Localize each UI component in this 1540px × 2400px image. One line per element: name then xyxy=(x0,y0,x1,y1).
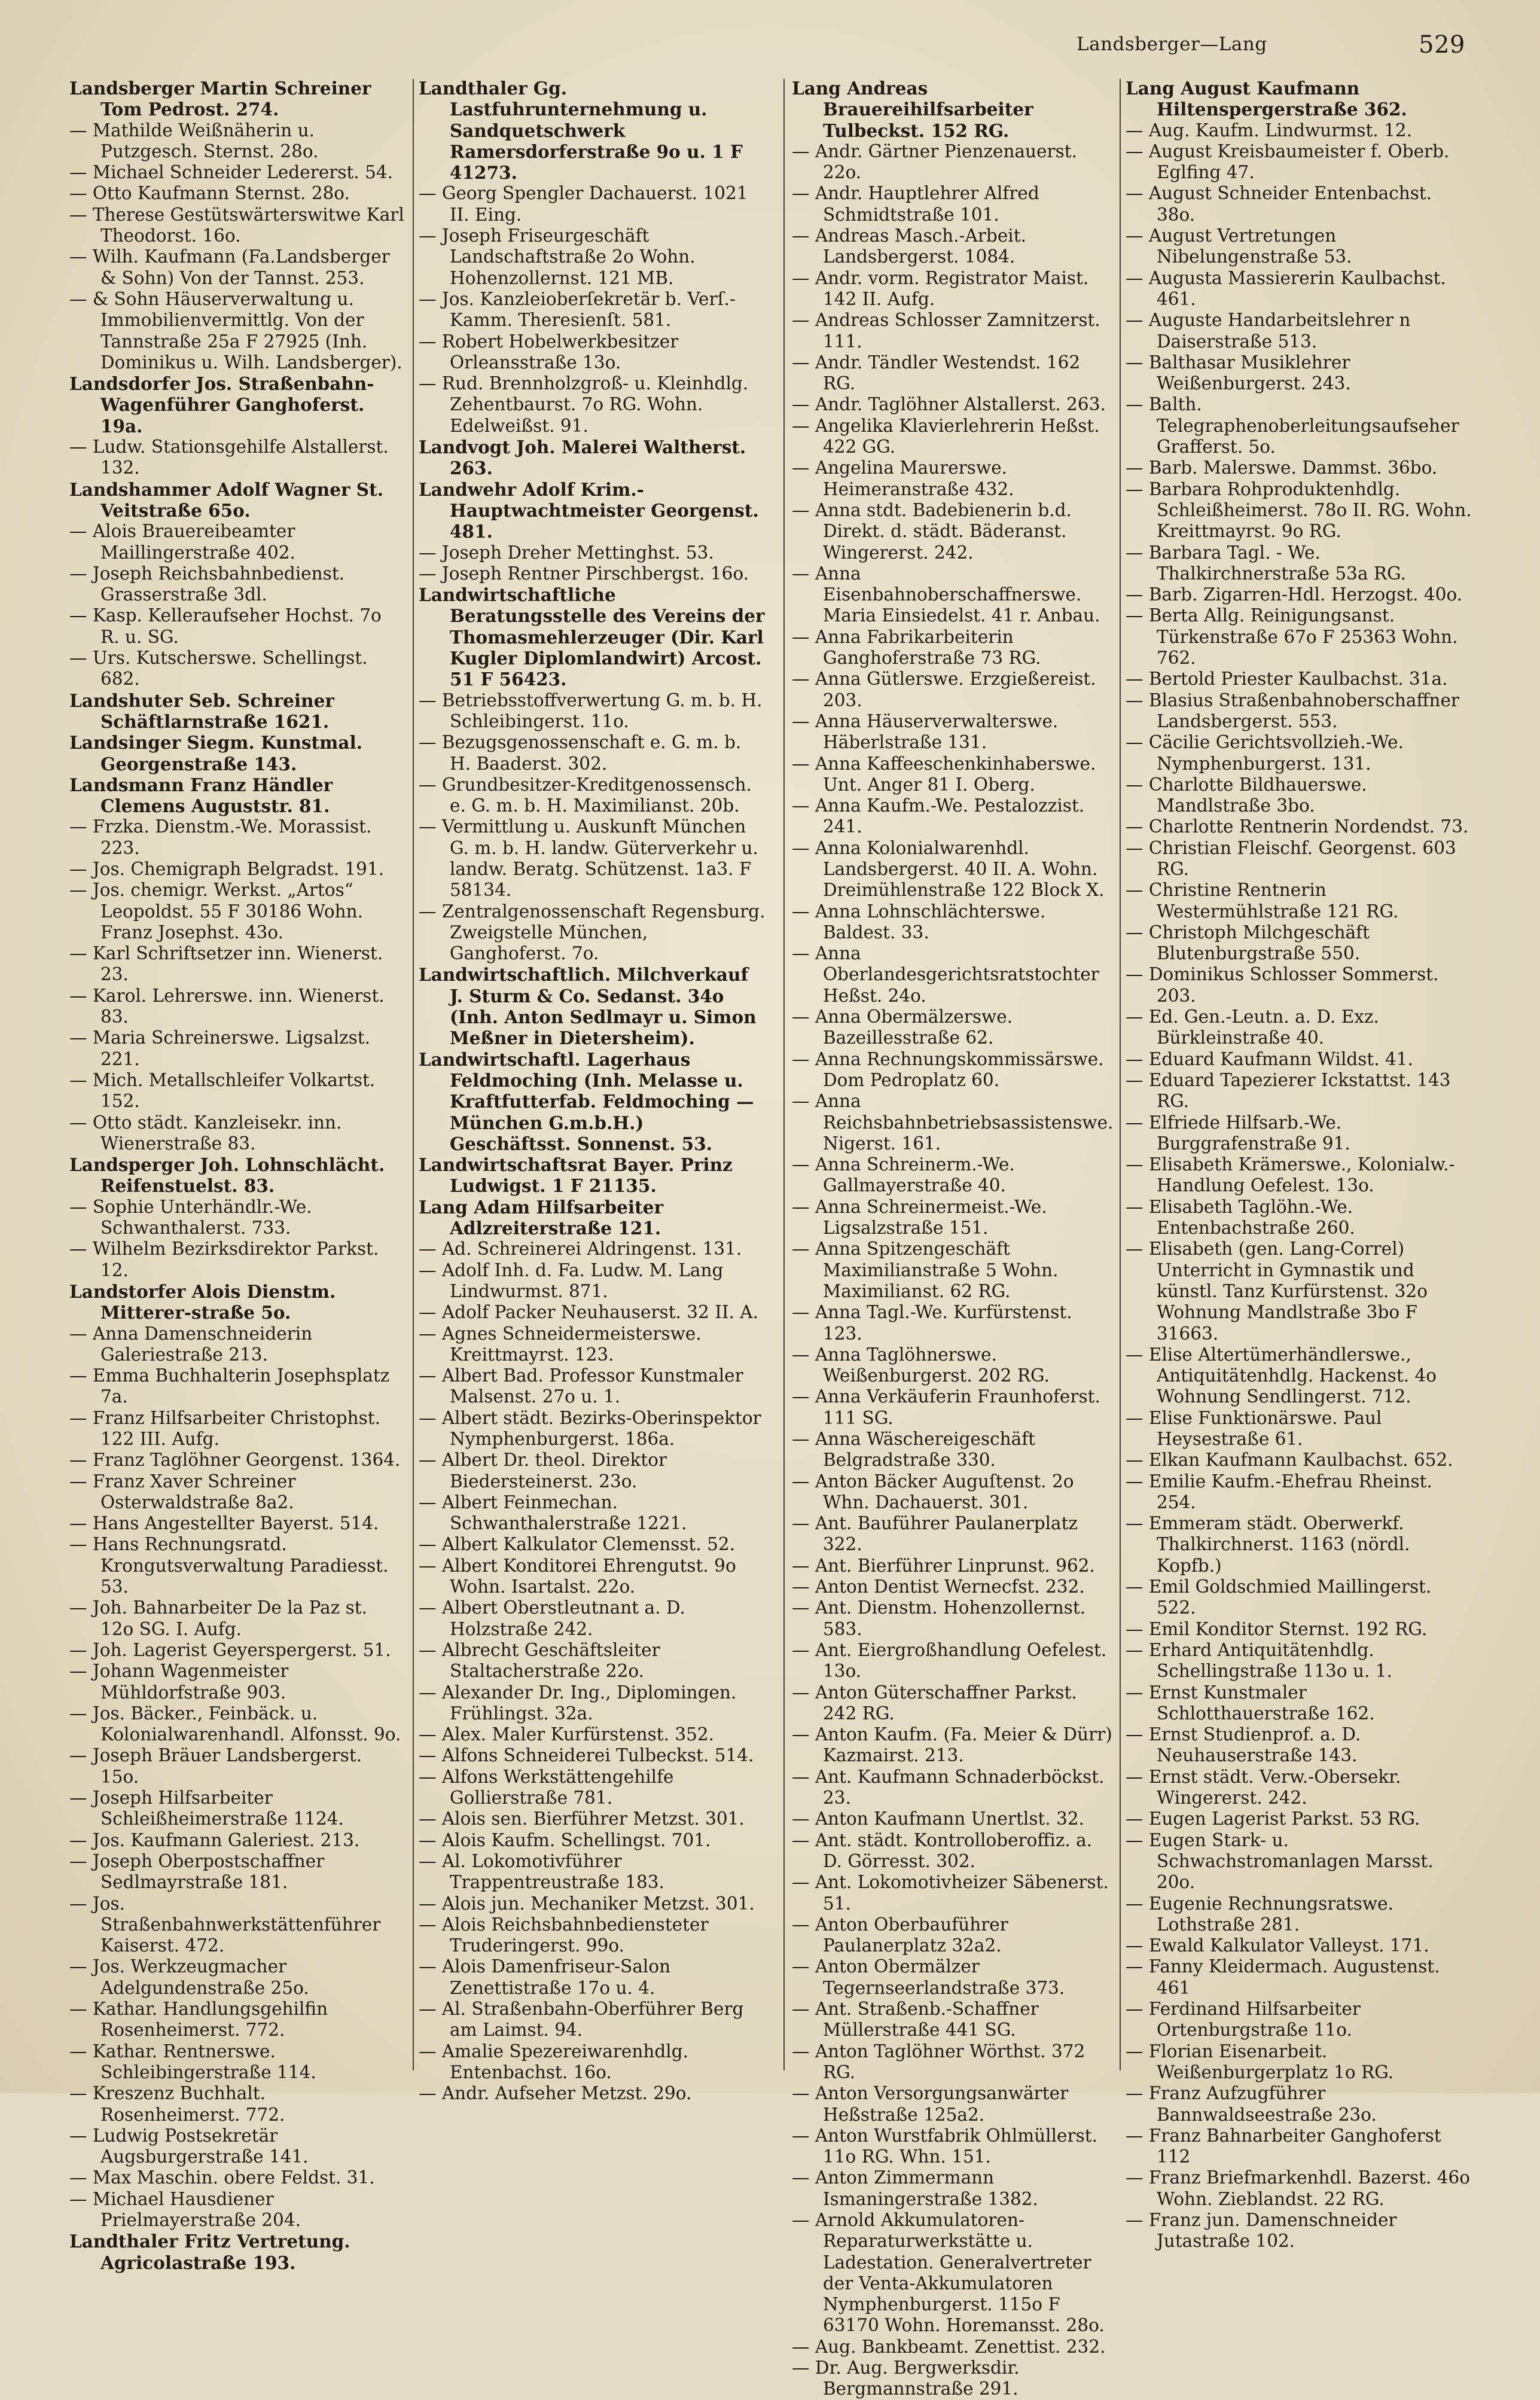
directory-entry: — Maria Schreinerswe. Ligsalzst. 221. xyxy=(69,1027,371,1069)
directory-entry: — Rud. Brennholzgroß- u. Kleinhdlg. Zehentbaurst. 7o RG. Wohn. Edelweißst. 91. xyxy=(419,373,749,436)
column-rule xyxy=(783,79,785,2070)
directory-entry: — Betriebsstoffverwertung G. m. b. H. Schleibingerst. 11o. xyxy=(419,690,763,731)
directory-entry: — Anton Dentist Wernecfst. 232. xyxy=(792,1576,1085,1597)
directory-entry: — Anna Wäschereigeschäft Belgradstraße 330. xyxy=(792,1429,1035,1471)
directory-entry: — Ant. Dienstm. Hohenzollernst. 583. xyxy=(792,1597,1086,1639)
directory-entry: — Andreas Masch.-Arbeit. Landsbergerst. 1084. xyxy=(792,225,1026,267)
column-rule xyxy=(413,79,414,2070)
directory-entry: — Elisabeth Taglöhn.-We. Entenbachstraße 260. xyxy=(1126,1196,1355,1239)
directory-entry: — Wilhelm Bezirksdirektor Parkst. 12. xyxy=(69,1239,379,1280)
directory-entry: — Karl Schriftsetzer inn. Wienerst. 23. xyxy=(69,943,383,985)
directory-entry: — Joh. Bahnarbeiter De la Paz st. 12o SG. I. Aufg. xyxy=(69,1597,368,1639)
column-4 xyxy=(1126,78,1472,2252)
directory-entry: — Andr. vorm. Registrator Maist. 142 II. Aufg. xyxy=(792,267,1089,309)
directory-entry: Lang Adam Hilfsarbeiter Adlzreiterstraße 121. xyxy=(419,1196,664,1239)
directory-entry: — Vermittlung u. Auskunft München G. m. b. H. landw. Güterverkehr u. landw. Beratg. Schützenst. 1a3. F 58134. xyxy=(419,816,758,901)
directory-entry: — Anton Wurstfabrik Ohlmüllerst. 11o RG. Whn. 151. xyxy=(792,2125,1097,2167)
directory-entry: — Anna Kaufm.-We. Pestalozzist. 241. xyxy=(792,795,1085,837)
directory-entry: — Anna Häuserverwalterswe. Häberlstraße 131. xyxy=(792,710,1059,753)
directory-entry: — Zentralgenossenschaft Regensburg. Zweigstelle München, Ganghoferst. 7o. xyxy=(419,901,766,964)
directory-entry: Landshammer Adolf Wagner St. Veitstraße 65o. xyxy=(69,478,384,521)
directory-entry: — Andr. Aufseher Metzst. 29o. xyxy=(419,2083,692,2104)
directory-entry: — August Schneider Entenbachst. 38o. xyxy=(1126,183,1432,225)
directory-entry: — Barb. Malerswe. Dammst. 36bo. xyxy=(1126,458,1438,478)
directory-entry: — Otto städt. Kanzleisekr. inn. Wienerstraße 83. xyxy=(69,1112,342,1154)
directory-entry: Lang August Kaufmann Hiltenspergerstraße 362. xyxy=(1126,78,1407,120)
directory-entry: — Franz Taglöhner Georgenst. 1364. xyxy=(69,1450,401,1471)
directory-entry: — Arnold Akkumulatoren-Reparaturwerkstätte u. Ladestation. Generalvertreter der Venta-Akkumulatoren Nymphenburgerst. 115o F 63170 Wohn. Horemansst. 28o. xyxy=(792,2209,1105,2336)
directory-entry: — Albert Dr. theol. Direktor Biedersteinerst. 23o. xyxy=(419,1450,667,1492)
directory-entry: — Emilie Kaufm.-Ehefrau Rheinst. 254. xyxy=(1126,1471,1432,1512)
directory-entry: Landwirtschaftl. Lagerhaus Feldmoching (Inh. Melasse u. Kraftfutterfab. Feldmoching — München G.m.b.H.) Geschäftsst. Sonnenst. 53. xyxy=(419,1048,754,1154)
directory-entry: — Anna Obermälzerswe. Bazeillesstraße 62. xyxy=(792,1007,1013,1048)
directory-entry: — Ant. städt. Kontrolloberoffiz. a. D. Görresst. 302. xyxy=(792,1829,1093,1871)
directory-entry: — Bertold Priester Kaulbachst. 31a. xyxy=(1126,669,1448,690)
directory-entry: — Adolf Packer Neuhauserst. 32 II. A. xyxy=(419,1302,758,1323)
directory-entry: — Aug. Bankbeamt. Zenettist. 232. xyxy=(792,2336,1106,2357)
directory-entry: — Hans Rechnungsratd. Krongutsverwaltung Paradiesst. 53. xyxy=(69,1534,389,1597)
directory-entry: — Karol. Lehrerswe. inn. Wienerst. 83. xyxy=(69,985,385,1027)
directory-entry: — Anna Reichsbahnbetriebsassistenswe. Nigerst. 161. xyxy=(792,1091,1114,1154)
directory-entry: — Alois Damenfriseur-Salon Zenettistraße 17o u. 4. xyxy=(419,1956,671,1998)
directory-entry: — Michael Schneider Ledererst. 54. xyxy=(69,162,394,183)
directory-entry: Landsdorfer Jos. Straßenbahn-Wagenführer Ganghoferst. 19a. xyxy=(69,373,374,437)
directory-entry: — Jos. Straßenbahnwerkstättenführer Kaiserst. 472. xyxy=(69,1893,381,1956)
directory-entry: — Kasp. Kelleraufseher Hochst. 7o R. u. SG. xyxy=(69,605,382,647)
running-head-range: Landsberger—Lang xyxy=(1077,33,1267,55)
directory-entry: — Albert Oberstleutnant a. D. Holzstraße 242. xyxy=(419,1597,685,1639)
directory-entry: — August Vertretungen Nibelungenstraße 53. xyxy=(1126,225,1352,267)
directory-entry: Landsmann Franz Händler Clemens Auguststr. 81. xyxy=(69,774,333,817)
directory-entry: — Anna Eisenbahnoberschaffnerswe. Maria Einsiedelst. 41 r. Anbau. xyxy=(792,563,1100,626)
directory-entry: — Balth. Telegraphenoberleitungsaufseher Grafferst. 5o. xyxy=(1126,394,1459,458)
directory-entry: — Elisabeth Krämerswe., Kolonialw.-Handlung Oefelest. 13o. xyxy=(1126,1154,1455,1196)
directory-entry: — Alois Kaufm. Schellingst. 701. xyxy=(419,1829,711,1850)
directory-entry: — Cäcilie Gerichtsvollzieh.-We. Nymphenburgerst. 131. xyxy=(1126,732,1404,774)
directory-entry: — Anton Kaufmann Unertlst. 32. xyxy=(792,1809,1085,1829)
directory-entry: — Ludw. Stationsgehilfe Alstallerst. 132. xyxy=(69,437,389,478)
directory-entry: — Ewald Kalkulator Valleyst. 171. xyxy=(1126,1935,1429,1956)
directory-entry: — Johann Wagenmeister Mühldorfstraße 903. xyxy=(69,1661,289,1703)
directory-entry: — Eugen Lagerist Parkst. 53 RG. xyxy=(1126,1809,1420,1829)
directory-entry: — Anna Taglöhnerswe. Weißenburgerst. 202 RG. xyxy=(792,1344,1050,1386)
directory-entry: — Franz Aufzugführer Bannwaldseestraße 23o. xyxy=(1126,2083,1377,2125)
directory-entry: — Ant. Bauführer Paulanerplatz 322. xyxy=(792,1513,1078,1555)
directory-entry: — Andr. Gärtner Pienzenauerst. 22o. xyxy=(792,141,1077,183)
directory-entry: — Christoph Milchgeschäft Blutenburgstraße 550. xyxy=(1126,922,1370,964)
directory-entry: — Anna stdt. Badebienerin b.d. Direkt. d. städt. Bäderanst. Wingererst. 242. xyxy=(792,499,1072,563)
directory-entry: — Albert Bad. Professor Kunstmaler Malsenst. 27o u. 1. xyxy=(419,1365,743,1407)
directory-entry: — Andreas Schlosser Zamnitzerst. 111. xyxy=(792,310,1100,352)
directory-entry: — Albert städt. Bezirks-Oberinspektor Nymphenburgerst. 186a. xyxy=(419,1407,761,1449)
directory-entry: — Angelika Klavierlehrerin Heßst. 422 GG. xyxy=(792,415,1100,458)
directory-entry: — Franz Briefmarkenhdl. Bazerst. 46o Wohn. Zieblandst. 22 RG. xyxy=(1126,2167,1471,2209)
directory-entry: — Joseph Friseurgeschäft Landschaftstraße 2o Wohn. Hohenzollernst. 121 MB. xyxy=(419,225,696,288)
directory-entry: — Elise Altertümerhändlerswe., Antiquitätenhdlg. Hackenst. 4o Wohnung Sendlingerst. 712. xyxy=(1126,1344,1437,1407)
directory-entry: — Angelina Maurerswe. Heimeranstraße 432. xyxy=(792,458,1014,499)
directory-entry: — Anna Oberlandesgerichtsratstochter Heßst. 24o. xyxy=(792,943,1099,1006)
directory-entry: — Balthasar Musiklehrer Weißenburgerst. 243. xyxy=(1126,352,1351,394)
directory-entry: — Otto Kaufmann Sternst. 28o. xyxy=(69,183,350,204)
directory-entry: Landthaler Fritz Vertretung. Agricolastraße 193. xyxy=(69,2231,350,2273)
directory-entry: — Hans Angestellter Bayerst. 514. xyxy=(69,1513,379,1534)
column-1 xyxy=(69,78,405,2273)
directory-entry: — Anna Schreinerm.-We. Gallmayerstraße 40. xyxy=(792,1154,1015,1196)
directory-entry: Landstorfer Alois Dienstm. Mitterer-straße 5o. xyxy=(69,1280,336,1323)
directory-entry: — Auguste Handarbeitslehrer n Daiserstraße 513. xyxy=(1126,310,1411,352)
directory-entry: — Frzka. Dienstm.-We. Morassist. 223. xyxy=(69,816,372,858)
directory-entry: — Amalie Spezereiwarenhdlg. Entenbachst. 16o. xyxy=(419,2041,688,2082)
directory-entry: — Franz Bahnarbeiter Ganghoferst 112 xyxy=(1126,2125,1441,2167)
directory-entry: — Charlotte Bildhauerswe. Mandlstraße 3bo. xyxy=(1126,774,1367,816)
directory-entry: — Anton Oberbauführer Paulanerplatz 32a2. xyxy=(792,1914,1008,1956)
directory-entry: — Jos. Werkzeugmacher Adelgundenstraße 25o. xyxy=(69,1956,309,1998)
directory-entry: — Wilh. Kaufmann (Fa.Landsberger & Sohn) Von der Tannst. 253. xyxy=(69,246,390,288)
directory-entry: Lang Andreas Brauereihilfsarbeiter Tulbeckst. 152 RG. xyxy=(792,78,1033,141)
directory-entry: — Joseph Oberpostschaffner Sedlmayrstraße 181. xyxy=(69,1850,325,1893)
directory-entry: — Albert Konditorei Ehrengutst. 9o Wohn. Isartalst. 22o. xyxy=(419,1555,736,1597)
directory-entry: — Agnes Schneidermeisterswe. Kreittmayrst. 123. xyxy=(419,1323,702,1365)
directory-entry: — Charlotte Rentnerin Nordendst. 73. xyxy=(1126,816,1469,837)
directory-entry: — Alex. Maler Kurfürstenst. 352. xyxy=(419,1724,715,1745)
directory-entry: — Emmeram städt. Oberwerkf. Thalkirchnerst. 1163 (nördl. Kopfb.) xyxy=(1126,1513,1410,1576)
directory-entry: — Joh. Lagerist Geyerspergerst. 51. xyxy=(69,1639,391,1660)
directory-entry: — Robert Hobelwerkbesitzer Orleansstraße 13o. xyxy=(419,331,679,373)
directory-entry: Landshuter Seb. Schreiner Schäftlarnstraße 1621. xyxy=(69,690,334,732)
directory-entry: Landwehr Adolf Krim.-Hauptwachtmeister Georgenst. 481. xyxy=(419,478,759,542)
directory-entry: — Al. Straßenbahn-Oberführer Berg am Laimst. 94. xyxy=(419,1999,744,2041)
directory-entry: — Anna Schreinermeist.-We. Ligsalzstraße 151. xyxy=(792,1196,1047,1239)
directory-entry: — Ant. Eiergroßhandlung Oefelest. 13o. xyxy=(792,1639,1107,1682)
directory-entry: — Elise Funktionärswe. Paul Heysestraße 61. xyxy=(1126,1407,1382,1449)
directory-entry: — Jos. Kaufmann Galeriest. 213. xyxy=(69,1829,360,1850)
directory-entry: — Andr. Hauptlehrer Alfred Schmidtstraße 101. xyxy=(792,183,1039,225)
directory-entry: — Michael Hausdiener Prielmayerstraße 204. xyxy=(69,2188,301,2230)
directory-entry: Landsinger Siegm. Kunstmal. Georgenstraße 143. xyxy=(69,732,362,774)
directory-entry: — Grundbesitzer-Kreditgenossensch. e. G. m. b. H. Maximilianst. 20b. xyxy=(419,774,752,816)
directory-entry: — Urs. Kutscherswe. Schellingst. 682. xyxy=(69,648,368,690)
directory-entry: — Florian Eisenarbeit. Weißenburgerplatz 1o RG. xyxy=(1126,2041,1394,2082)
directory-entry: — Sophie Unterhändlr.-We. Schwanthalerst. 733. xyxy=(69,1196,312,1239)
directory-entry: Landthaler Gg. Lastfuhrunternehmung u. Sandquetschwerk Ramersdorferstraße 9o u. 1 F 41273. xyxy=(419,78,743,184)
directory-entry: — Therese Gestütswärterswitwe Karl Theodorst. 16o. xyxy=(69,204,404,246)
directory-entry: — Emil Goldschmied Maillingerst. 522. xyxy=(1126,1576,1432,1618)
directory-entry: — Eugen Stark- u. Schwachstromanlagen Marsst. 20o. xyxy=(1126,1829,1434,1893)
directory-entry: — Christine Rentnerin Westermühlstraße 121 RG. xyxy=(1126,880,1399,922)
directory-entry: — Kathar. Rentnerswe. Schleibingerstraße 114. xyxy=(69,2041,316,2082)
directory-entry: — Anna Kaffeeschenkinhaberswe. Unt. Anger 81 I. Oberg. xyxy=(792,753,1096,795)
directory-entry: Landvogt Joh. Malerei Waltherst. 263. xyxy=(419,437,746,479)
directory-entry: — Fanny Kleidermach. Augustenst. 461 xyxy=(1126,1956,1440,1998)
directory-entry: — Mich. Metallschleifer Volkartst. 152. xyxy=(69,1069,376,1112)
directory-entry: — Elkan Kaufmann Kaulbachst. 652. xyxy=(1126,1450,1453,1471)
directory-entry: — Alexander Dr. Ing., Diplomingen. Frühlingst. 32a. xyxy=(419,1682,737,1724)
directory-entry: — Anna Kolonialwarenhdl. Landsbergerst. 40 II. A. Wohn. Dreimühlenstraße 122 Block X. xyxy=(792,837,1105,901)
directory-entry: — Augusta Massiererin Kaulbachst. 461. xyxy=(1126,267,1446,309)
page-number: 529 xyxy=(1419,31,1465,59)
directory-entry: — Jos. Kanzleioberſekretär b. Verſ.-Kamm. Theresienſt. 581. xyxy=(419,288,736,331)
directory-entry: — Joseph Hilfsarbeiter Schleißheimerstraße 1124. xyxy=(69,1788,344,1829)
directory-entry: — Anna Damenschneiderin Galeriestraße 213. xyxy=(69,1323,313,1365)
directory-entry: — Anton Bäcker Auguſtenst. 2o Whn. Dachauerst. 301. xyxy=(792,1471,1074,1512)
directory-entry: — Emil Konditor Sternst. 192 RG. xyxy=(1126,1618,1428,1639)
directory-entry: — Ant. Lokomotivheizer Säbenerst. 51. xyxy=(792,1872,1109,1914)
directory-entry: — Alois Reichsbahnbediensteter Truderingerst. 99o. xyxy=(419,1914,709,1956)
directory-entry: — Max Maschin. obere Feldst. 31. xyxy=(69,2167,375,2188)
directory-entry: — Anton Versorgungsanwärter Heßstraße 125a2. xyxy=(792,2083,1069,2125)
directory-entry: — Eugenie Rechnungsratswe. Lothstraße 281. xyxy=(1126,1893,1394,1935)
directory-entry: — Joseph Dreher Mettinghst. 53. xyxy=(419,542,714,563)
directory-entry: — Elfriede Hilfsarb.-We. Burggrafenstraße 91. xyxy=(1126,1112,1350,1154)
directory-entry: — Ernst städt. Verw.-Obersekr. Wingererst. 242. xyxy=(1126,1766,1401,1809)
directory-entry: — Anton Kaufm. (Fa. Meier & Dürr) Kazmairst. 213. xyxy=(792,1724,1112,1766)
directory-entry: — August Kreisbaumeister f. Oberb. Eglfing 47. xyxy=(1126,141,1450,183)
directory-entry: — Eduard Kaufmann Wildst. 41. xyxy=(1126,1048,1413,1069)
directory-entry: — Andr. Taglöhner Alstallerst. 263. xyxy=(792,394,1106,415)
column-rule xyxy=(1120,79,1121,2070)
directory-entry: — Anna Tagl.-We. Kurfürstenst. 123. xyxy=(792,1302,1072,1344)
directory-entry: — Andr. Tändler Westendst. 162 RG. xyxy=(792,352,1081,394)
directory-entry: — Albert Kalkulator Clemensst. 52. xyxy=(419,1534,736,1555)
directory-entry: — Franz Xaver Schreiner Osterwaldstraße 8a2. xyxy=(69,1471,296,1512)
directory-entry: — Ant. Straßenb.-Schaffner Müllerstraße 441 SG. xyxy=(792,1999,1039,2041)
directory-entry: — Georg Spengler Dachauerst. 1021 II. Eing. xyxy=(419,183,748,225)
directory-entry: — Anton Obermälzer Tegernseerlandstraße 373. xyxy=(792,1956,1065,1998)
directory-entry: — Anna Lohnschlächterswe. Baldest. 33. xyxy=(792,901,1046,943)
directory-entry: — Anna Fabrikarbeiterin Ganghoferstraße 73 RG. xyxy=(792,626,1041,669)
directory-entry: — Aug. Kaufm. Lindwurmst. 12. xyxy=(1126,120,1412,141)
directory-entry: — Franz Hilfsarbeiter Christophst. 122 III. Aufg. xyxy=(69,1407,380,1449)
directory-entry: — Ernst Studienprof. a. D. Neuhauserstraße 143. xyxy=(1126,1724,1361,1766)
directory-entry: — Alois sen. Bierführer Metzst. 301. xyxy=(419,1809,745,1829)
directory-entry: — Barbara Rohproduktenhdlg. Schleißheimerst. 78o II. RG. Wohn. Kreittmayrst. 9o RG. xyxy=(1126,478,1472,542)
directory-entry: — Eduard Tapezierer Ickstattst. 143 RG. xyxy=(1126,1069,1451,1112)
directory-entry: — Anna Verkäuferin Fraunhoferst. 111 SG. xyxy=(792,1386,1100,1428)
directory-entry: — Joseph Rentner Pirschbergst. 16o. xyxy=(419,563,749,584)
directory-entry: — Ad. Schreinerei Aldringenst. 131. xyxy=(419,1239,742,1260)
directory-entry: — Emma Buchhalterin Josephsplatz 7a. xyxy=(69,1365,390,1407)
directory-entry: — Anton Güterschaffner Parkst. 242 RG. xyxy=(792,1682,1077,1724)
directory-entry: — Franz jun. Damenschneider Jutastraße 102. xyxy=(1126,2209,1397,2252)
directory-entry: — Bezugsgenossenschaft e. G. m. b. H. Baaderst. 302. xyxy=(419,732,742,774)
directory-entry: — Ant. Kaufmann Schnaderböckst. 23. xyxy=(792,1766,1105,1809)
directory-entry: — Anna Spitzengeschäft Maximilianstraße 5 Wohn. Maximilianst. 62 RG. xyxy=(792,1239,1059,1301)
directory-entry: — Dr. Aug. Bergwerksdir. Bergmannstraße 291. xyxy=(792,2358,1020,2399)
directory-entry: — Ferdinand Hilfsarbeiter Ortenburgstraße 11o. xyxy=(1126,1999,1361,2041)
directory-entry: — Barbara Tagl. - We. Thalkirchnerstraße 53a RG. xyxy=(1126,542,1407,584)
directory-entry: — Elisabeth (gen. Lang-Correl) Unterricht in Gymnastik und künstl. Tanz Kurfürstenst. 32o Wohnung Mandlstraße 3bo F 31663. xyxy=(1126,1239,1428,1344)
directory-entry: — Erhard Antiquitätenhdlg. Schellingstraße 113o u. 1. xyxy=(1126,1639,1392,1682)
directory-entry: — Al. Lokomotivführer Trappentreustraße 183. xyxy=(419,1850,664,1893)
directory-entry: — Albert Feinmechan. Schwanthalerstraße 1221. xyxy=(419,1492,687,1534)
column-3 xyxy=(792,78,1115,2399)
directory-entry: — Ant. Bierführer Linprunst. 962. xyxy=(792,1555,1095,1576)
directory-entry: Landwirtschaftliche Beratungsstelle des Vereins der Thomasmehlerzeuger (Dir. Karl Kugler Diplomlandwirt) Arcost. 51 F 56423. xyxy=(419,584,765,690)
directory-entry: — Anton Zimmermann Ismaningerstraße 1382. xyxy=(792,2167,1038,2209)
directory-entry: — Berta Allg. Reinigungsanst. Türkenstraße 67o F 25363 Wohn. 762. xyxy=(1126,605,1458,669)
directory-entry: — Albrecht Geschäftsleiter Staltacherstraße 22o. xyxy=(419,1639,660,1682)
directory-entry: — Anna Gütlerswe. Erzgießereist. 203. xyxy=(792,669,1096,710)
directory-entry: — Dominikus Schlosser Sommerst. 203. xyxy=(1126,964,1439,1006)
directory-entry: Landsperger Joh. Lohnschlächt. Reifenstuelst. 83. xyxy=(69,1154,385,1197)
directory-entry: — Mathilde Weißnäherin u. Putzgesch. Sternst. 28o. xyxy=(69,120,319,161)
directory-entry: — Adolf Inh. d. Fa. Ludw. M. Lang Lindwurmst. 871. xyxy=(419,1260,724,1301)
directory-entry: — Jos. Chemigraph Belgradst. 191. xyxy=(69,858,385,879)
directory-entry: — Joseph Reichsbahnbedienst. Grasserstraße 3dl. xyxy=(69,563,345,605)
directory-entry: — Alois jun. Mechaniker Metzst. 301. xyxy=(419,1893,755,1914)
directory-entry: — Ernst Kunstmaler Schlotthauerstraße 162. xyxy=(1126,1682,1375,1724)
directory-entry: — Anton Taglöhner Wörthst. 372 RG. xyxy=(792,2041,1085,2082)
directory-entry: — Ludwig Postsekretär Augsburgerstraße 141. xyxy=(69,2125,309,2167)
directory-entry: — Alfons Werkstättengehilfe Gollierstraße 781. xyxy=(419,1766,674,1809)
directory-entry: — Alois Brauereibeamter Maillingerstraße 402. xyxy=(69,521,295,563)
directory-entry: — Jos. Bäcker., Feinbäck. u. Kolonialwarenhandl. Alfonsst. 9o. xyxy=(69,1703,401,1745)
directory-entry: — & Sohn Häuserverwaltung u. Immobilienvermittlg. Von der Tannstraße 25a F 27925 (Inh. Dominikus u. Wilh. Landsberger). xyxy=(69,288,402,373)
directory-entry: — Christian Fleischf. Georgenst. 603 RG. xyxy=(1126,837,1456,879)
directory-entry: — Joseph Bräuer Landsbergerst. 15o. xyxy=(69,1745,362,1787)
directory-entry: — Anna Rechnungskommissärswe. Dom Pedroplatz 60. xyxy=(792,1048,1104,1090)
directory-entry: — Barb. Zigarren-Hdl. Herzogst. 40o. xyxy=(1126,584,1463,605)
directory-entry: Landsberger Martin Schreiner Tom Pedrost. 274. xyxy=(69,78,371,120)
directory-entry: — Ed. Gen.-Leutn. a. D. Exz. Bürkleinstraße 40. xyxy=(1126,1007,1379,1048)
directory-entry: Landwirtschaftsrat Bayer. Prinz Ludwigst. 1 F 21135. xyxy=(419,1154,733,1197)
directory-entry: — Kreszenz Buchhalt. Rosenheimerst. 772. xyxy=(69,2083,285,2125)
directory-entry: — Jos. chemigr. Werkst. „Artos“ Leopoldst. 55 F 30186 Wohn. Franz Josephst. 43o. xyxy=(69,880,363,943)
directory-entry: — Alfons Schneiderei Tulbeckst. 514. xyxy=(419,1745,754,1766)
directory-entry: Landwirtschaftlich. Milchverkauf J. Sturm & Co. Sedanst. 34o (Inh. Anton Sedlmayr u. Simon Meßner in Dietersheim). xyxy=(419,964,757,1049)
column-2 xyxy=(419,78,766,2104)
directory-entry: — Kathar. Handlungsgehilfin Rosenheimerst. 772. xyxy=(69,1999,328,2041)
directory-entry: — Blasius Straßenbahnoberschaffner Landsbergerst. 553. xyxy=(1126,690,1460,731)
